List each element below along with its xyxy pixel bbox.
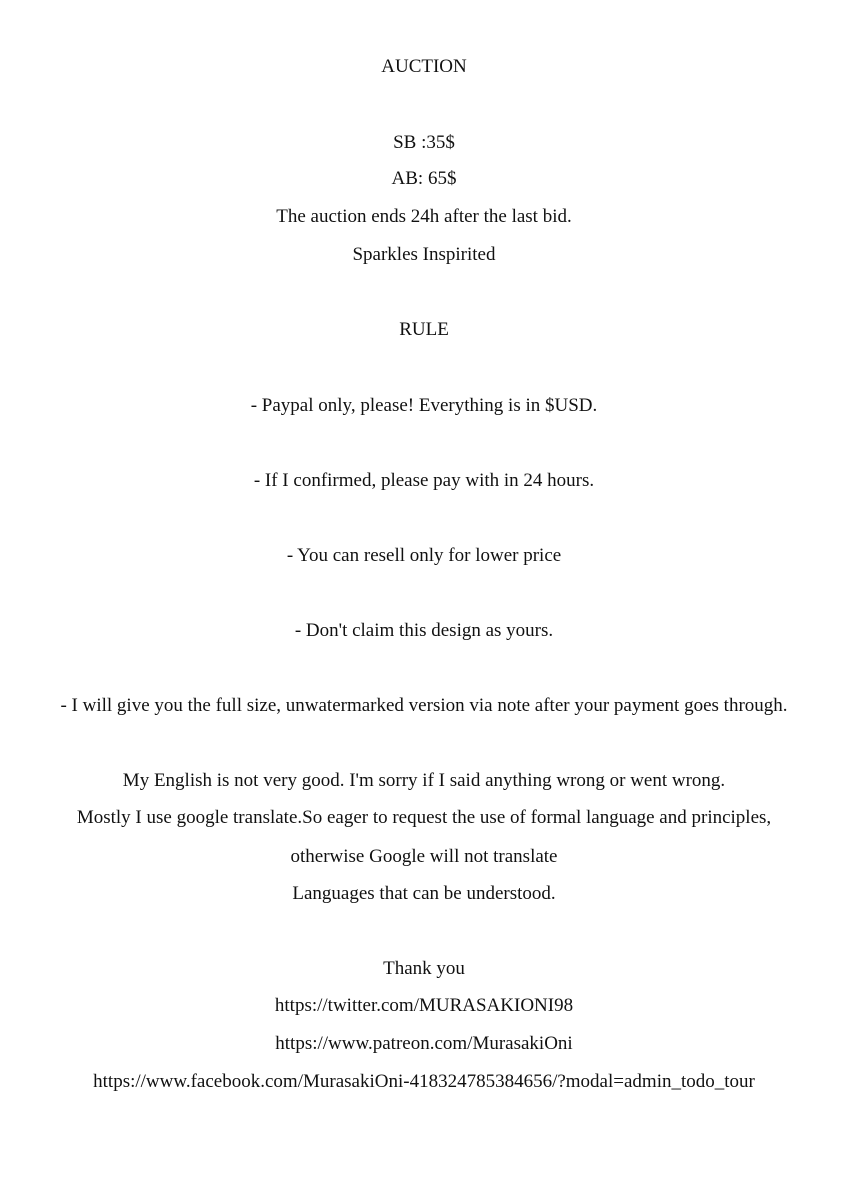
thank-you-text: Thank you [383,958,465,979]
autobuy-price: AB: 65$ [391,168,457,189]
patreon-link: https://www.patreon.com/MurasakiOni [275,1033,573,1054]
language-note-line: My English is not very good. I'm sorry if I said anything wrong or went wrong. [122,770,726,791]
rule-item: - Don't claim this design as yours. [294,620,554,641]
rule-item: - Paypal only, please! Everything is in $USD. [250,395,598,416]
auction-end-note: The auction ends 24h after the last bid. [276,206,572,227]
rule-item: - If I confirmed, please pay with in 24 hours. [253,470,595,491]
twitter-link: https://twitter.com/MURASAKIONI98 [274,995,574,1016]
auction-title: AUCTION [381,56,467,77]
language-note-line: otherwise Google will not translate [290,846,558,867]
rule-item: - You can resell only for lower price [286,545,562,566]
rule-item: - I will give you the full size, unwatermarked version via note after your payment goes through. [60,695,788,716]
language-note-line: Mostly I use google translate.So eager to request the use of formal language and principles, [76,807,772,828]
rules-heading: RULE [399,319,449,340]
language-note-line: Languages that can be understood. [292,883,556,904]
facebook-link: https://www.facebook.com/MurasakiOni-418324785384656/?modal=admin_todo_tour [93,1071,755,1092]
starting-bid: SB :35$ [393,132,455,153]
design-inspiration: Sparkles Inspirited [352,244,496,265]
